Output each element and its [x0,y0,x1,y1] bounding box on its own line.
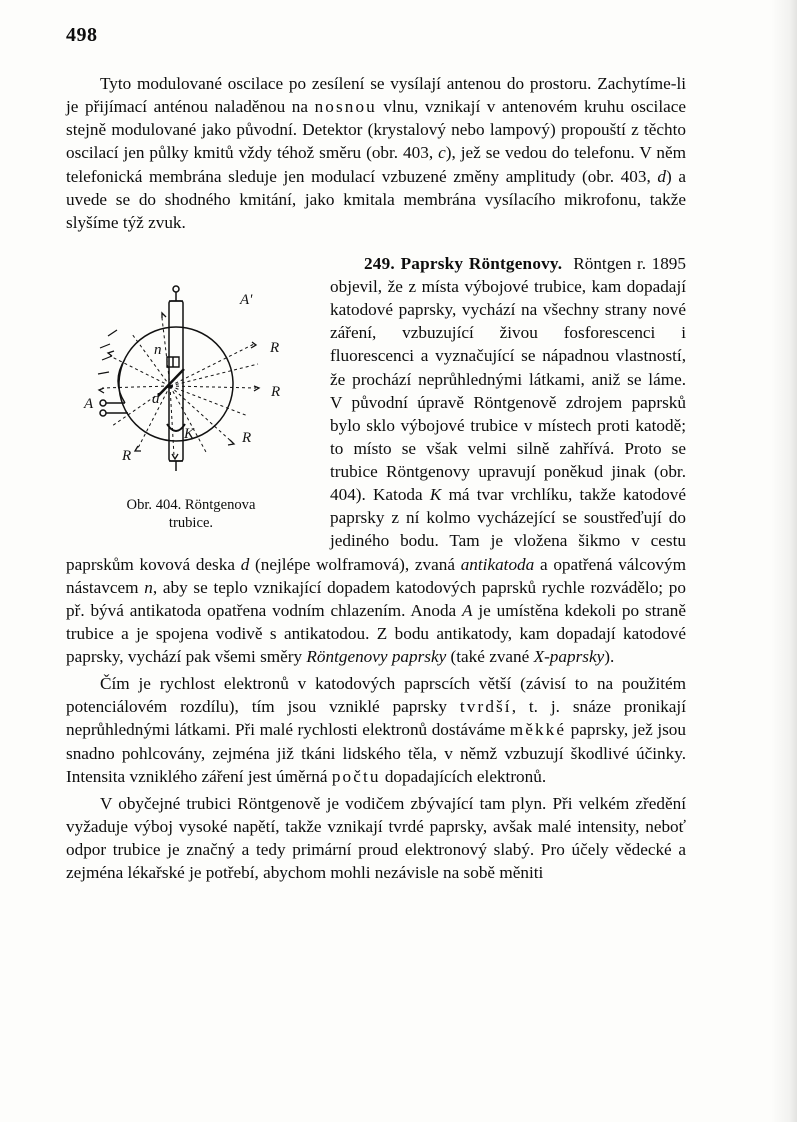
section-number: 249. [364,253,395,273]
paragraph-intro [66,72,686,234]
label-n: n [154,341,162,358]
term-x-paprsky: X-paprsky [533,647,605,666]
ref-n: n [144,577,153,597]
figure-404-drawing [66,256,316,494]
section-gap [562,254,573,273]
cathode-ray-marks [98,330,117,374]
page-body [66,72,686,884]
hardness-text-3: paprsky, jež jsou snadno pohlcovány, zejména již tkáni lidského těla, v němž vzbuzují škodlivé účinky. Intensita vzniklého záření jest úměrná [66,720,686,786]
ref-d: d [657,166,666,186]
label-a-prime: A' [240,291,253,308]
hardness-text-4: dopadajících elektronů. [380,766,547,786]
label-R-1: R [270,339,280,356]
label-A: A [84,395,94,412]
section-text-8: ). [604,647,615,666]
label-R-2: R [271,383,281,400]
section-text-2: má tvar vrchlíku, takže katodové paprsky z ní kolmo vycházející se soustřeďují do jediného bodu. Tam je vložena šikmo v cestu paprskům kovová deska [66,485,686,574]
term-rontgenovy-paprsky: Röntgenovy paprsky [306,647,447,666]
section-text-3: (nejlépe wolframová), zvaná [249,554,461,574]
figure-caption-line-1: Obr. 404. Röntgenova [126,496,256,513]
figure-block [66,256,316,532]
ref-c: c [438,143,446,163]
paragraph-intro-text-3: ), jež se vedou do telefonu. V něm telefonická membrána sleduje jen modulací vzbuzené změny amplitudy (obr. 403, [66,143,686,186]
hardness-text-1: Čím je rychlost elektronů v katodových paprscích větší (závisí to na použitém potenciálovém rozdílu), tím jsou vzniklé paprsky [66,674,686,717]
term-antikatoda: antikatoda [460,554,535,574]
anode-terminal-2 [100,410,106,416]
label-K: K [184,425,195,442]
emphasis-poctu: počtu [331,766,381,786]
anode-terminal-1 [100,400,106,406]
section-text-6: je umístěna kdekoli po straně trubice a je spojena vodivě s antikatodou. Z bodu antikatody, kam dopadají katodové paprsky, vychází pak všemi směry [66,600,686,666]
label-R-4: R [122,447,132,464]
ref-plate-d: d [240,554,250,574]
paragraph-intro-text-1: Tyto modulované oscilace po zesílení se vysílají antenou do prostoru. Zachytíme-li je přijímací anténou naladěnou na [66,74,686,117]
section-text-5: , aby se teplo vznikající dopadem katodových paprsků rychle rozvádělo; po př. bývá antikatoda opatřena vodním chlazením. Anoda [66,577,686,620]
section-title: Paprsky Röntgenovy. [400,253,563,273]
figure-labels [83,292,280,464]
xray-fan [102,318,258,456]
label-R-3: R [242,429,252,446]
emphasis-tvrdsi: tvrdší [459,697,512,717]
figure-caption [66,496,316,532]
emphasis-mekke: měkké [509,720,567,740]
hardness-text-2: , t. j. snáze pronikají neprůhlednými látkami. Při malé rychlosti elektronů dostáváme [66,697,686,740]
figure-caption-line-2: trubice. [168,515,214,532]
section-text-4: a opatřená válcovým nástavcem [66,554,686,597]
paragraph-intro-text-2: vlnu, vznikají v antenovém kruhu oscilace stejně modulované jako původní. Detektor (krystalový nebo lampový) propouští z těchto oscilací jen půlky kmitů vždy téhož směru (obr. 403, [66,97,686,163]
ref-K: K [429,485,442,505]
ref-anode-A: A [462,600,473,620]
paragraph-gas-tube: V obyčejné trubici Röntgenově je vodičem zbývající tam plyn. Při velkém zředění vyžaduje výboj vysoké napětí, takže vznikají tvrdé paprsky, avšak malé intensity, neboť odpor trubice je značný a tedy primární proud elektronový slabý. Pro účely vědecké a zejména lékařské je potřebí, abychom mohli nezávisle na sobě měniti [66,793,686,883]
paragraph-hardness [66,672,686,788]
label-d: d [152,390,160,407]
paragraph-intro-text-4: ) a uvede se do shodného kmitání, jako kmitala membrána vysílacího mikrofonu, takže slyšíme týž zvuk. [66,166,686,232]
top-terminal [173,286,179,292]
page-number: 498 [66,24,98,46]
section-text-7: (také zvané [446,647,534,666]
section-text-1: Röntgen r. 1895 objevil, že z místa výbojové trubice, kam dopadají katodové paprsky, vychází na všechny strany nové záření, vzbuzující živou fosforescenci i fluorescenci a vyznačující se nápadnou vlastností, že prochází neprůhlednými látkami, aniž se láme. V původní úpravě Röntgenově zdrojem paprsků bylo sklo výbojové trubice v místech proti katodě; to místo se však velmi silně zahřívá. Proto se trubice Röntgenovy upravují poněkud jinak (obr. 404). Katoda [330,253,686,505]
xray-tube-diagram-svg [66,256,316,494]
emphasis-nosnou: nosnou [314,97,377,117]
